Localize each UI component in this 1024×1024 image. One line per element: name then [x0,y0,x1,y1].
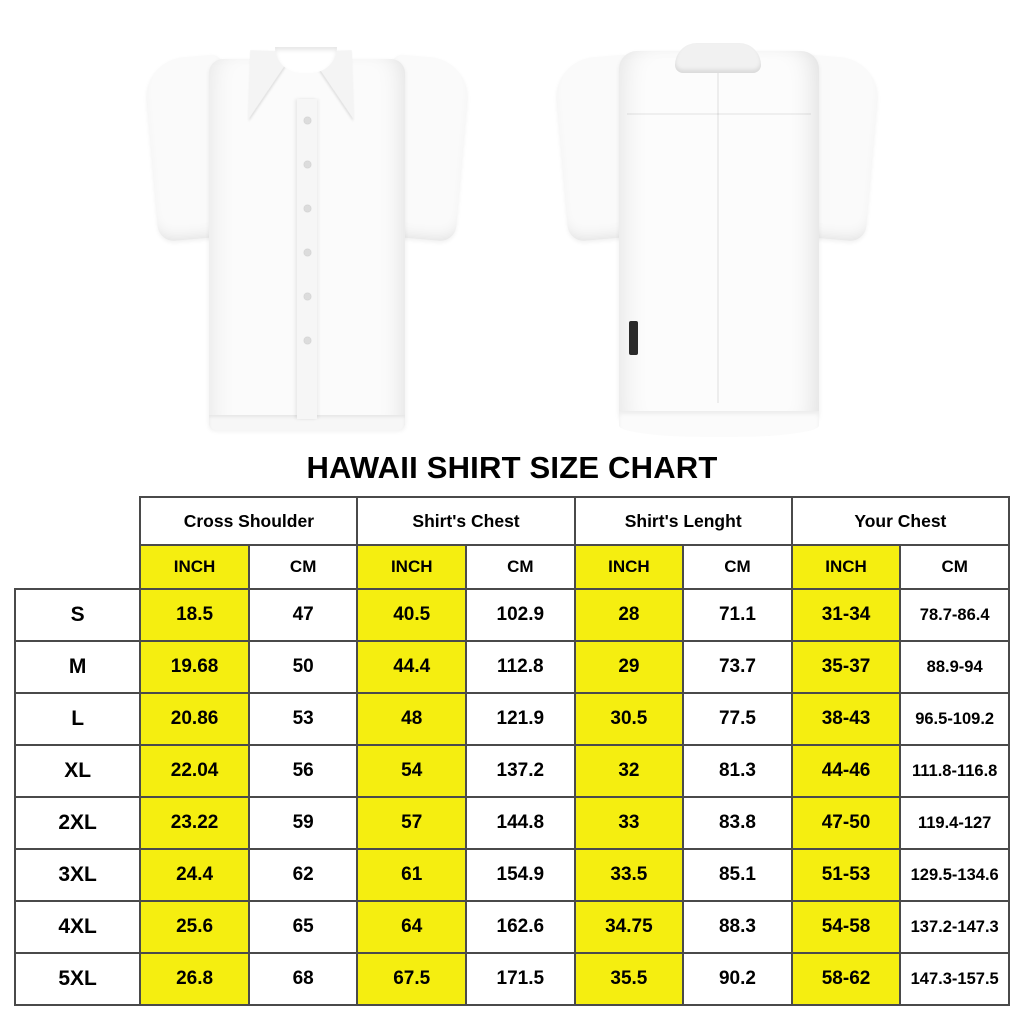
cross-shoulder-inch: 24.4 [140,849,249,901]
your-chest-cm: 137.2-147.3 [900,901,1009,953]
group-header-shirt-length: Shirt's Lenght [575,497,792,545]
length-cm: 77.5 [683,693,792,745]
back-collar [675,43,761,73]
chest-inch: 61 [357,849,466,901]
cross-shoulder-inch: 22.04 [140,745,249,797]
your-chest-cm: 88.9-94 [900,641,1009,693]
back-hem [619,411,819,437]
your-chest-inch: 54-58 [792,901,901,953]
length-inch: 32 [575,745,684,797]
length-inch: 30.5 [575,693,684,745]
table-row [15,797,1009,849]
size-label: 2XL [15,797,140,849]
cross-shoulder-inch: 20.86 [140,693,249,745]
back-yoke-seam [627,113,811,115]
back-body [619,51,819,421]
shirt-button [304,205,311,212]
length-inch: 33.5 [575,849,684,901]
size-chart-table-wrapper [0,496,1024,1006]
size-label: 5XL [15,953,140,1005]
your-chest-inch: 47-50 [792,797,901,849]
unit-header-inch: INCH [140,545,249,589]
length-cm: 85.1 [683,849,792,901]
chest-cm: 102.9 [466,589,575,641]
chest-inch: 67.5 [357,953,466,1005]
length-cm: 81.3 [683,745,792,797]
cross-shoulder-cm: 56 [249,745,358,797]
unit-corner-cell [15,545,140,589]
length-cm: 90.2 [683,953,792,1005]
chest-cm: 162.6 [466,901,575,953]
table-row [15,693,1009,745]
length-inch: 33 [575,797,684,849]
unit-header-cm: CM [900,545,1009,589]
back-center-seam [717,73,719,403]
corner-cell [15,497,140,545]
shirt-button [304,161,311,168]
shirt-button [304,293,311,300]
cross-shoulder-inch: 25.6 [140,901,249,953]
chest-inch: 48 [357,693,466,745]
length-cm: 83.8 [683,797,792,849]
chest-cm: 137.2 [466,745,575,797]
cross-shoulder-inch: 23.22 [140,797,249,849]
chest-cm: 171.5 [466,953,575,1005]
length-inch: 35.5 [575,953,684,1005]
size-label: XL [15,745,140,797]
chest-inch: 40.5 [357,589,466,641]
cross-shoulder-inch: 19.68 [140,641,249,693]
chest-cm: 112.8 [466,641,575,693]
your-chest-cm: 78.7-86.4 [900,589,1009,641]
size-chart-table [14,496,1010,1006]
your-chest-inch: 51-53 [792,849,901,901]
cross-shoulder-cm: 62 [249,849,358,901]
cross-shoulder-cm: 53 [249,693,358,745]
length-cm: 88.3 [683,901,792,953]
size-label: S [15,589,140,641]
length-cm: 73.7 [683,641,792,693]
group-header-row [15,497,1009,545]
brand-tag [629,321,638,355]
your-chest-inch: 31-34 [792,589,901,641]
chest-inch: 44.4 [357,641,466,693]
shirt-front-view [157,21,457,431]
group-header-your-chest: Your Chest [792,497,1009,545]
size-label: M [15,641,140,693]
page-title: HAWAII SHIRT SIZE CHART [306,450,718,485]
cross-shoulder-cm: 50 [249,641,358,693]
length-inch: 28 [575,589,684,641]
unit-header-inch: INCH [575,545,684,589]
size-label: 4XL [15,901,140,953]
length-inch: 34.75 [575,901,684,953]
cross-shoulder-cm: 59 [249,797,358,849]
cross-shoulder-inch: 18.5 [140,589,249,641]
your-chest-cm: 111.8-116.8 [900,745,1009,797]
unit-header-cm: CM [466,545,575,589]
your-chest-cm: 119.4-127 [900,797,1009,849]
your-chest-cm: 147.3-157.5 [900,953,1009,1005]
your-chest-inch: 44-46 [792,745,901,797]
your-chest-inch: 35-37 [792,641,901,693]
shirt-button [304,249,311,256]
cross-shoulder-cm: 47 [249,589,358,641]
unit-header-row [15,545,1009,589]
chest-inch: 64 [357,901,466,953]
unit-header-inch: INCH [792,545,901,589]
chest-inch: 54 [357,745,466,797]
chest-cm: 144.8 [466,797,575,849]
table-row [15,849,1009,901]
table-row [15,641,1009,693]
chest-cm: 121.9 [466,693,575,745]
unit-header-cm: CM [683,545,792,589]
unit-header-cm: CM [249,545,358,589]
shirt-illustrations [0,0,1024,446]
cross-shoulder-inch: 26.8 [140,953,249,1005]
size-label: L [15,693,140,745]
front-placket [297,99,317,419]
chest-cm: 154.9 [466,849,575,901]
cross-shoulder-cm: 68 [249,953,358,1005]
unit-header-inch: INCH [357,545,466,589]
your-chest-cm: 96.5-109.2 [900,693,1009,745]
shirt-back-view [567,21,867,431]
group-header-cross-shoulder: Cross Shoulder [140,497,357,545]
table-row [15,953,1009,1005]
table-row [15,589,1009,641]
table-row [15,745,1009,797]
your-chest-inch: 38-43 [792,693,901,745]
length-inch: 29 [575,641,684,693]
size-label: 3XL [15,849,140,901]
chest-inch: 57 [357,797,466,849]
your-chest-inch: 58-62 [792,953,901,1005]
cross-shoulder-cm: 65 [249,901,358,953]
group-header-shirt-chest: Shirt's Chest [357,497,574,545]
length-cm: 71.1 [683,589,792,641]
table-row [15,901,1009,953]
shirt-button [304,337,311,344]
your-chest-cm: 129.5-134.6 [900,849,1009,901]
